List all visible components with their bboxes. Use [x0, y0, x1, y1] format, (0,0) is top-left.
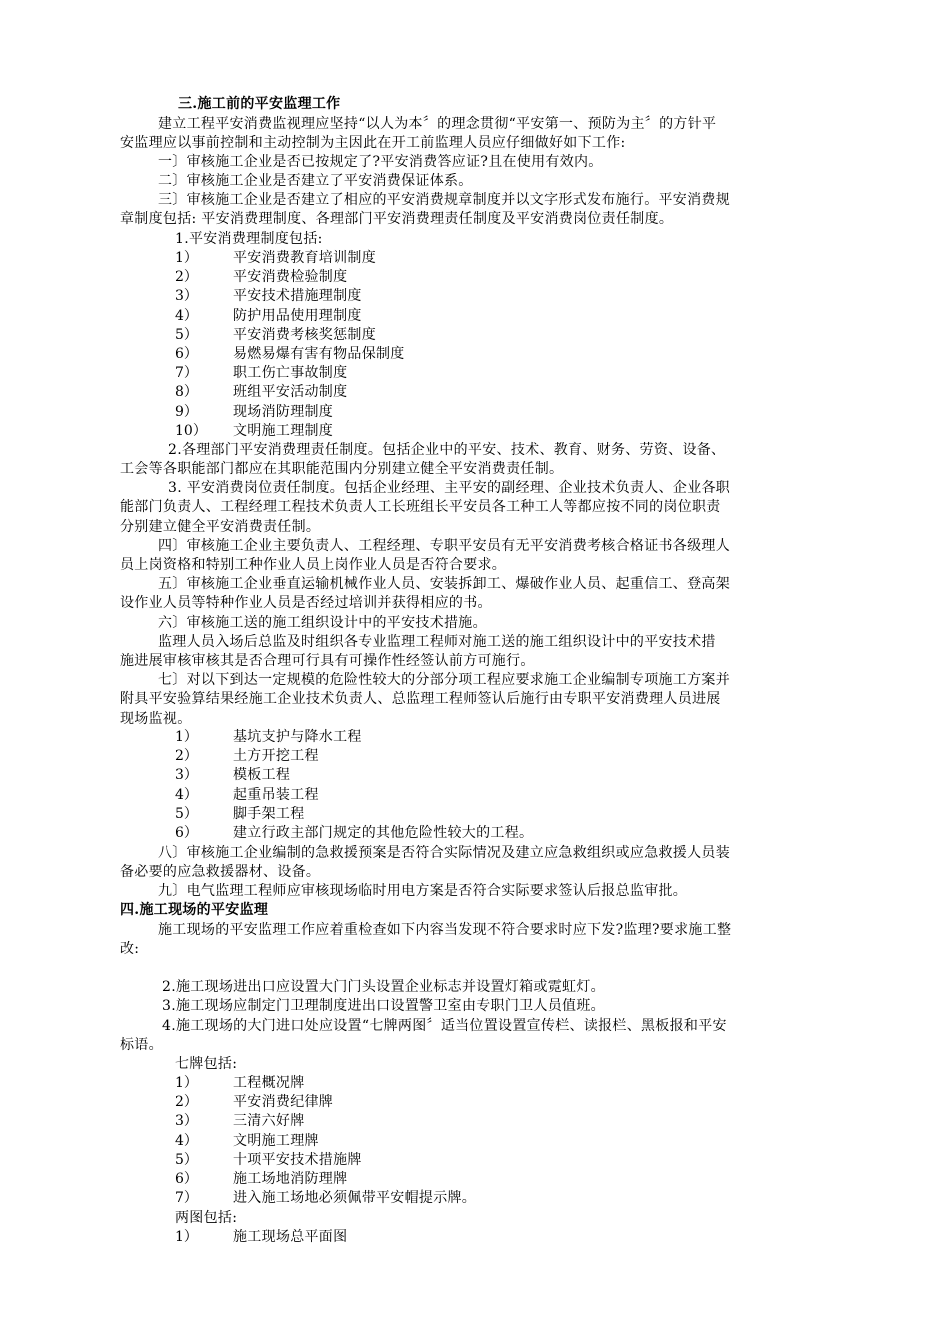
paragraph-4: 四〕审核施工企业主要负责人、工程经理、专职平安员有无平安消费考核合格证书各级理人 — [158, 538, 730, 554]
paragraph-2: 二〕审核施工企业是否建立了平安消费保证体系。 — [158, 173, 473, 189]
paragraph-9: 九〕电气监理工程师应审核现场临时用电方案是否符合实际要求签认后报总监审批。 — [158, 883, 688, 899]
list-item-number: 2） — [175, 1094, 198, 1111]
list-item-number: 7） — [175, 365, 198, 382]
list-item-number: 4） — [175, 786, 198, 803]
list-item-number: 4） — [175, 307, 198, 324]
paragraph-6b: 监理人员入场后总监及时组织各专业监理工程师对施工送的施工组织设计中的平安技术措 — [158, 634, 716, 650]
list-item-number: 5） — [175, 326, 198, 343]
list-item: 模板工程 — [233, 767, 291, 784]
list-item: 现场消防理制度 — [233, 403, 334, 420]
section-4-intro: 改: — [120, 941, 140, 957]
list-item: 易燃易爆有害有物品保制度 — [233, 346, 405, 362]
list-item-number: 5） — [175, 1151, 198, 1168]
list-item-number: 1） — [175, 1229, 198, 1245]
list-item-number: 2） — [175, 269, 198, 286]
list-item: 脚手架工程 — [233, 805, 305, 822]
list-item-number: 1） — [175, 250, 198, 266]
list-item: 班组平安活动制度 — [233, 384, 348, 401]
list-item: 工程概况牌 — [233, 1075, 305, 1091]
subsection-2: 工会等各职能部门都应在其职能范围内分别建立健全平安消费责任制。 — [120, 461, 564, 477]
list-item-number: 5） — [175, 805, 198, 822]
list-item: 建立行政主部门规定的其他危险性较大的工程。 — [233, 825, 534, 841]
list-item: 起重吊装工程 — [233, 786, 319, 803]
list-item-number: 6） — [175, 1171, 198, 1187]
paragraph-7: 现场监视。 — [120, 711, 192, 727]
list-item-number: 3） — [175, 1113, 198, 1130]
list-item: 平安消费纪律牌 — [233, 1094, 334, 1111]
paragraph-3: 章制度包括: 平安消费理制度、各理部门平安消费理责任制度及平安消费岗位责任制度。 — [120, 211, 674, 227]
subsection-3: 能部门负责人、工程经理工程技术负责人工长班组长平安员各工种工人等都应按不同的岗位职责 — [120, 499, 721, 515]
list-item: 文明施工理制度 — [233, 422, 334, 439]
list-item: 土方开挖工程 — [233, 748, 319, 765]
subsection-3: 3. 平安消费岗位责任制度。包括企业经理、主平安的副经理、企业技术负责人、企业各职 — [168, 480, 731, 496]
list-item-number: 1） — [175, 729, 198, 745]
list-item: 防护用品使用理制度 — [233, 307, 362, 324]
subheading-1: 1.平安消费理制度包括: — [175, 231, 323, 247]
paragraph-7: 附具平安验算结果经施工企业技术负责人、总监理工程师签认后施行由专职平安消费理人员进展 — [120, 691, 721, 707]
list-item-number: 4） — [175, 1132, 198, 1149]
section-3-intro: 安监理应以事前控制和主动控制为主因此在开工前监理人员应仔细做好如下工作: — [120, 135, 626, 151]
paragraph-4: 员上岗资格和特别工种作业人员上岗作业人员是否符合要求。 — [120, 557, 507, 573]
item-3: 3.施工现场应制定门卫理制度进出口设置警卫室由专职门卫人员值班。 — [162, 998, 605, 1014]
list-item-number: 6） — [175, 825, 198, 841]
list-item-number: 8） — [175, 384, 198, 401]
subsection-3: 分别建立健全平安消费责任制。 — [120, 519, 321, 535]
paragraph-1: 一〕审核施工企业是否已按规定了?平安消费答应证?且在使用有效内。 — [158, 154, 603, 170]
section-3-intro: 建立工程平安消费监视理应坚持“以人为本〞的理念贯彻“平安第一、预防为主〞的方针平 — [158, 116, 717, 132]
paragraph-6b: 施进展审核审核其是否合理可行具有可操作性经签认前方可施行。 — [120, 653, 535, 669]
list-item-number: 9） — [175, 403, 198, 420]
list-item: 平安消费检验制度 — [233, 269, 348, 286]
list-item: 施工现场总平面图 — [233, 1229, 348, 1245]
list-item-number: 1） — [175, 1075, 198, 1091]
paragraph-8: 备必要的应急救援器材、设备。 — [120, 864, 321, 880]
item-4: 标语。 — [120, 1037, 163, 1053]
paragraph-5: 设作业人员等特种作业人员是否经过培训并获得相应的书。 — [120, 595, 492, 611]
item-2: 2.施工现场进出口应设置大门门头设置企业标志并设置灯箱或霓虹灯。 — [162, 979, 605, 995]
list-item: 平安消费考核奖惩制度 — [233, 326, 376, 343]
list-item: 文明施工理牌 — [233, 1132, 319, 1149]
two-maps-label: 两图包括: — [175, 1210, 238, 1226]
list-item-number: 6） — [175, 346, 198, 362]
paragraph-5: 五〕审核施工企业垂直运输机械作业人员、安装拆卸工、爆破作业人员、起重信工、登高架 — [158, 576, 730, 592]
seven-boards-label: 七牌包括: — [175, 1056, 238, 1072]
paragraph-8: 八〕审核施工企业编制的急救援预案是否符合实际情况及建立应急救组织或应急救援人员装 — [158, 845, 730, 861]
paragraph-3: 三〕审核施工企业是否建立了相应的平安消费规章制度并以文字形式发布施行。平安消费规 — [158, 192, 730, 208]
section-3-heading: 三.施工前的平安监理工作 — [178, 96, 341, 112]
list-item-number: 7） — [175, 1190, 198, 1207]
list-item: 进入施工场地必须佩带平安帽提示牌。 — [233, 1190, 477, 1207]
list-item: 基坑支护与降水工程 — [233, 729, 362, 745]
list-item: 十项平安技术措施牌 — [233, 1151, 362, 1168]
paragraph-7: 七〕对以下到达一定规模的危险性较大的分部分项工程应要求施工企业编制专项施工方案并 — [158, 672, 730, 688]
item-4: 4.施工现场的大门进口处应设置“七牌两图〞适当位置设置宣传栏、读报栏、黑板报和平安 — [162, 1018, 727, 1034]
list-item: 平安技术措施理制度 — [233, 288, 362, 305]
list-item: 施工场地消防理牌 — [233, 1171, 348, 1187]
section-4-heading: 四.施工现场的平安监理 — [120, 902, 269, 918]
paragraph-6: 六〕审核施工送的施工组织设计中的平安技术措施。 — [158, 615, 487, 631]
list-item-number: 3） — [175, 288, 198, 305]
list-item-number: 3） — [175, 767, 198, 784]
list-item-number: 2） — [175, 748, 198, 765]
subsection-2: 2.各理部门平安消费理责任制度。包括企业中的平安、技术、教育、财务、劳资、设备、 — [168, 442, 726, 458]
list-item: 三清六好牌 — [233, 1113, 305, 1130]
list-item: 职工伤亡事故制度 — [233, 365, 348, 382]
list-item-number: 10） — [175, 422, 207, 439]
list-item: 平安消费教育培训制度 — [233, 250, 376, 266]
section-4-intro: 施工现场的平安监理工作应着重检查如下内容当发现不符合要求时应下发?监理?要求施工整 — [158, 922, 732, 938]
